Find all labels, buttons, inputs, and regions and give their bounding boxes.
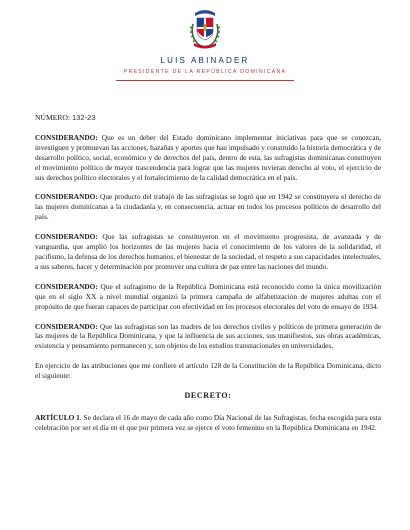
considerando-paragraph — [35, 133, 381, 183]
considerando-lead: CONSIDERANDO: — [35, 232, 98, 242]
letterhead-name: LUIS ABINADER — [160, 56, 250, 65]
article-paragraph — [35, 413, 381, 433]
considerando-paragraph — [35, 232, 381, 272]
document-body — [35, 113, 381, 443]
decree-number — [35, 113, 381, 123]
article-lead: ARTÍCULO 1 — [35, 412, 80, 422]
considerando-lead: CONSIDERANDO: — [35, 132, 98, 142]
considerando-lead: CONSIDERANDO: — [35, 321, 98, 331]
number-label: NÚMERO: — [35, 113, 71, 122]
considerando-text: Que las sufragistas se constituyeron en el movimiento progresista, de avanzada y de vanguardia, que amplió los horizontes de las mujeres hacia el conocimiento de los valores de la solidaridad, el pacifismo, la defensa de los derechos humanos, el bienestar de la sociedad, el respeto a sus capacidades intelectuales, a sus saberes, hacer y determinación por promover una cultura de paz entre las naciones del mundo. — [35, 232, 381, 271]
number-value: 132-23 — [71, 113, 96, 122]
considerando-text: Que es un deber del Estado dominicano implementar iniciativas para que se conozcan, investiguen y promuevan las acciones, hazañas y aportes que han impulsado y construido la historia democrática y de desarrollo político, social, económico y de derechos del país, dentro de esta, las sufragistas dominicanas constituyen el movimiento político de mayor trascendencia para lograr que las mujeres tuvieran derecho al voto, el ejercicio de sus derechos político electorales y el fortalecimiento de la calidad democrática en el país. — [35, 132, 381, 182]
preamble-paragraph: En ejercicio de las atribuciones que me confiere el artículo 128 de la Constitución de la República Dominicana, dicto el siguiente: — [35, 361, 381, 381]
considerando-text: Que producto del trabajo de las sufragistas se logró que en 1942 se constituyera el derecho de las mujeres dominicanas a la ciudadanía y, en consecuencia, actuar en todos los procesos políticos de desarrollo del país. — [35, 192, 381, 222]
considerando-paragraph — [35, 192, 381, 222]
considerando-text: Que las sufragistas son las madres de los derechos civiles y políticos de primera generación de las mujeres de la República Dominicana, y que la influencia de sus acciones, sus manifiestos, sus obras académicas, existencia y pensamiento permanecen y, son objetos de los estudios transnacionales en universidades. — [35, 321, 381, 351]
letterhead-title: PRESIDENTE DE LA REPÚBLICA DOMINICANA — [123, 69, 287, 75]
considerando-lead: CONSIDERANDO: — [35, 192, 98, 202]
considerando-lead: CONSIDERANDO: — [35, 281, 98, 291]
considerando-paragraph — [35, 282, 381, 312]
decree-heading: DECRETO: — [184, 391, 232, 401]
letterhead-rule — [116, 80, 294, 81]
coat-of-arms-icon — [188, 4, 222, 50]
considerando-paragraph — [35, 322, 381, 352]
considerando-text: Que el sufragismo de la República Dominicana está reconocido como la única movilización que en el siglo XX a nivel mundial organizó la primera campaña de alfabetización de mujeres adultas con el propósito de que fueran capaces de participar con efectividad en los procesos electorales del voto de ensayo de 1934. — [35, 281, 381, 311]
article-text: . Se declara el 16 de mayo de cada año como Día Nacional de las Sufragistas, fecha escogida para esta celebración por ser el día en el que por primera vez se ejerce el voto femenino en la República Dominicana en 1942. — [35, 412, 381, 432]
letterhead — [0, 0, 410, 81]
